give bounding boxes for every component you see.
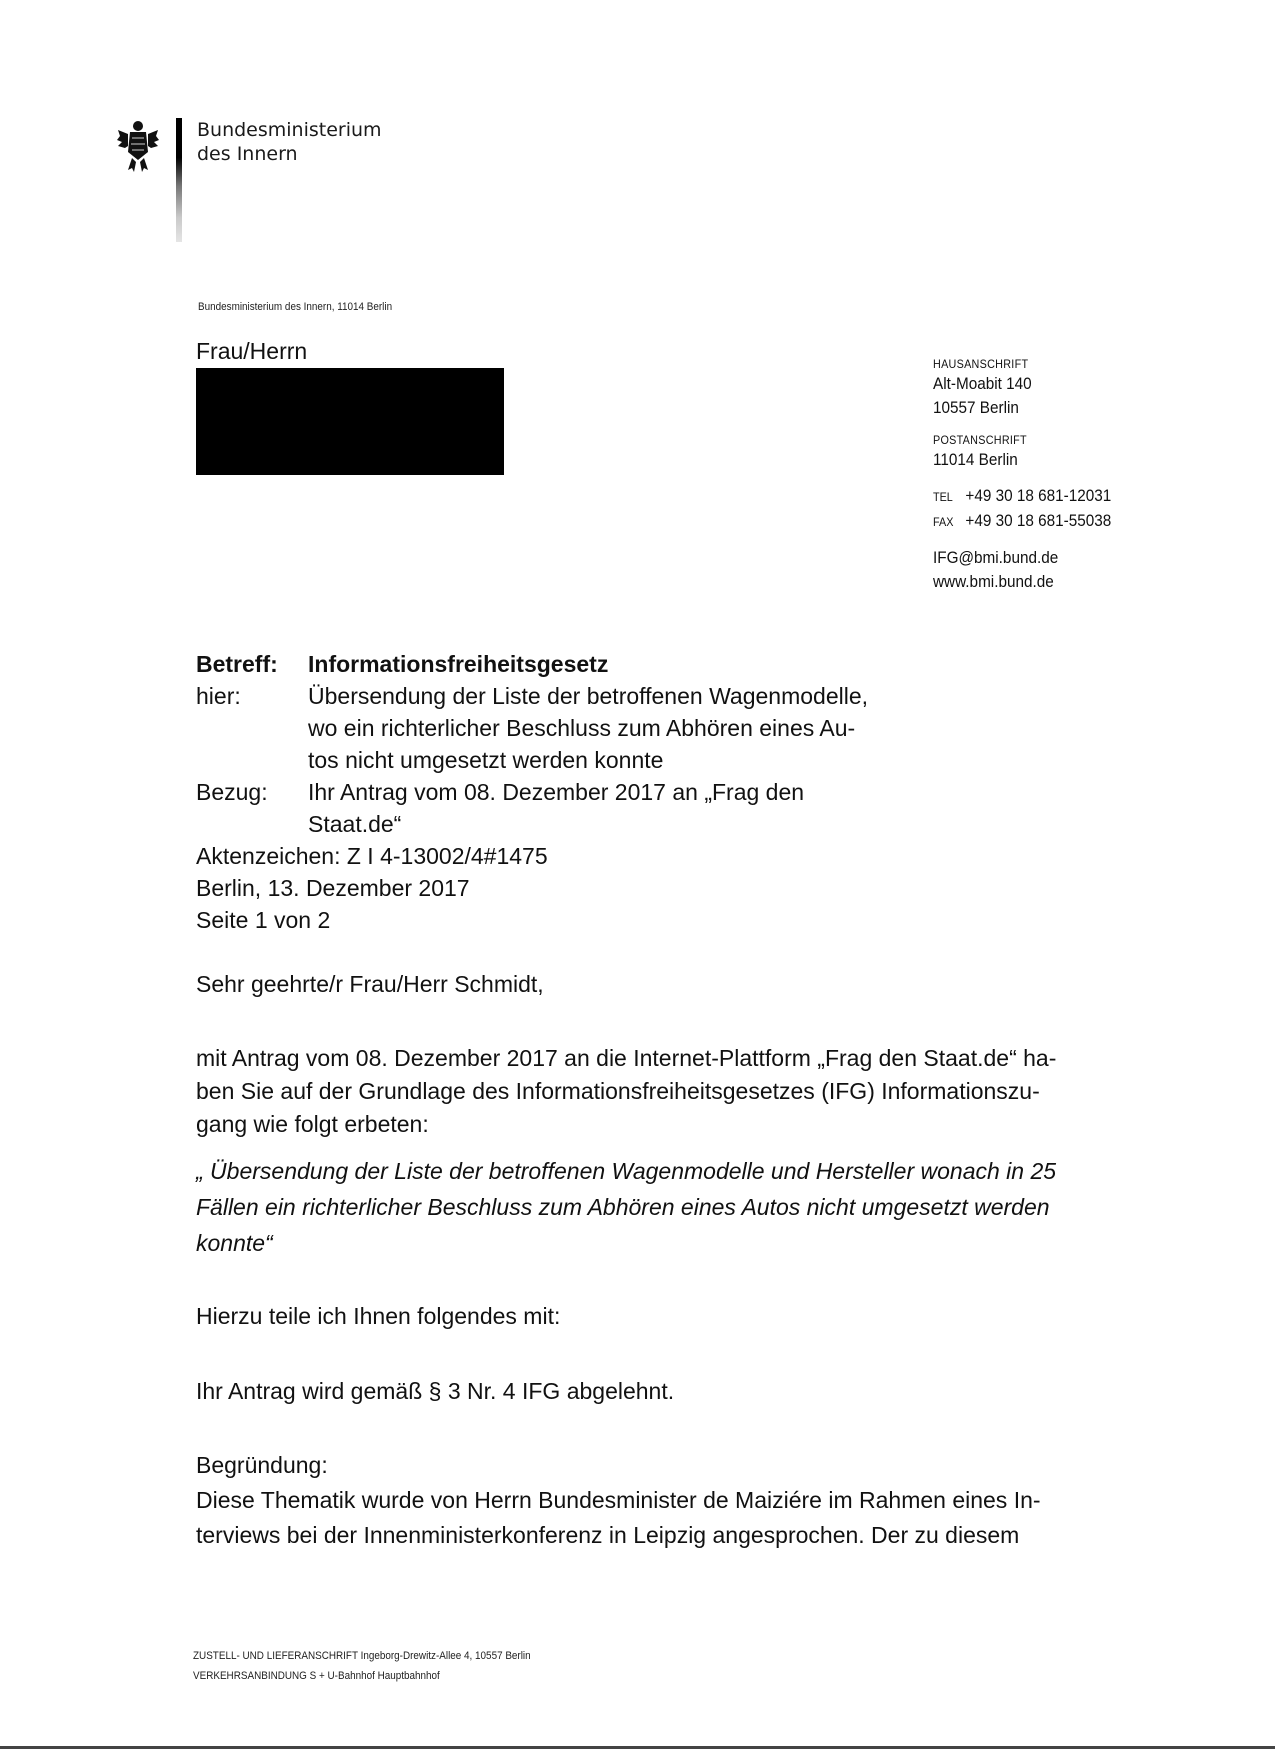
footer-delivery-row: [193, 1646, 531, 1666]
quote-line: „ Übersendung der Liste der betroffenen Wagenmodelle und Hersteller wonach in 25: [196, 1158, 1057, 1184]
letterhead-bar: [176, 118, 182, 242]
fax-value: +49 30 18 681-55038: [965, 511, 1112, 530]
page-number: Seite 1 von 2: [196, 907, 331, 933]
contact-info-block: [933, 356, 1203, 594]
quote-line: konnte“: [196, 1230, 273, 1256]
paragraph-line: gang wie folgt erbeten:: [196, 1111, 429, 1137]
paragraph-decision: Ihr Antrag wird gemäß § 3 Nr. 4 IFG abgelehnt.: [196, 1378, 675, 1404]
redacted-recipient-address: [196, 368, 504, 475]
hausanschrift-street: Alt-Moabit 140: [933, 374, 1032, 393]
paragraph-request: [196, 1042, 1111, 1141]
betreff-value: Informationsfreiheitsgesetz: [308, 651, 609, 677]
footer-transport-row: [193, 1666, 531, 1686]
hausanschrift-label: HAUSANSCHRIFT: [933, 357, 1029, 371]
ministry-name: [197, 118, 382, 166]
scan-edge-line: [0, 1746, 1275, 1749]
hier-line: Übersendung der Liste der betroffenen Wagenmodelle,: [308, 683, 869, 709]
paragraph-reason: [196, 1448, 1111, 1553]
ministry-line2: des Innern: [197, 143, 298, 165]
bezug-row: [196, 776, 948, 840]
postanschrift-label: POSTANSCHRIFT: [933, 433, 1027, 447]
tel-label: TEL: [933, 490, 953, 504]
tel-value: +49 30 18 681-12031: [965, 486, 1112, 505]
footer-transport-value: S + U-Bahnhof Hauptbahnhof: [309, 1670, 440, 1682]
footer-delivery-value: Ingeborg-Drewitz-Allee 4, 10557 Berlin: [360, 1650, 531, 1662]
letter-date: Berlin, 13. Dezember 2017: [196, 875, 470, 901]
request-quote: [196, 1153, 1111, 1261]
email-address: IFG@bmi.bund.de: [933, 548, 1059, 567]
betreff-row: [196, 648, 948, 680]
greeting: Sehr geehrte/r Frau/Herr Schmidt,: [196, 971, 544, 997]
recipient-heading: Frau/Herrn: [196, 338, 308, 364]
fax-label: FAX: [933, 515, 954, 529]
subject-block: [196, 648, 948, 936]
sender-return-address: Bundesministerium des Innern, 11014 Berlin: [198, 301, 393, 313]
footer-transport-label: VERKEHRSANBINDUNG: [193, 1670, 307, 1682]
footer-delivery-label: ZUSTELL- UND LIEFERANSCHRIFT: [193, 1650, 358, 1662]
federal-eagle-icon: [116, 118, 160, 174]
paragraph-line: ben Sie auf der Grundlage des Informationsfreiheitsgesetzes (IFG) Informationszu-: [196, 1078, 1040, 1104]
footer: [193, 1646, 531, 1686]
hier-row: [196, 680, 948, 776]
hier-line: tos nicht umgesetzt werden konnte: [308, 747, 664, 773]
paragraph-line: mit Antrag vom 08. Dezember 2017 an die Internet-Plattform „Frag den Staat.de“ ha-: [196, 1045, 1057, 1071]
quote-line: Fällen ein richterlicher Beschluss zum Abhören eines Autos nicht umgesetzt werden: [196, 1194, 1050, 1220]
website-address: www.bmi.bund.de: [933, 572, 1054, 591]
paragraph-line: terviews bei der Innenministerkonferenz in Leipzig angesprochen. Der zu diesem: [196, 1522, 1020, 1548]
paragraph-intro: Hierzu teile ich Ihnen folgendes mit:: [196, 1303, 561, 1329]
fax-row: [933, 509, 1203, 534]
bezug-line: Ihr Antrag vom 08. Dezember 2017 an „Frag den: [308, 779, 805, 805]
hier-line: wo ein richterlicher Beschluss zum Abhören eines Au-: [308, 715, 856, 741]
aktenzeichen: Aktenzeichen: Z I 4-13002/4#1475: [196, 843, 548, 869]
bezug-label: Bezug:: [196, 779, 268, 805]
tel-row: [933, 484, 1203, 509]
bezug-line: Staat.de“: [308, 811, 402, 837]
postanschrift-city: 11014 Berlin: [933, 450, 1018, 469]
reason-label: Begründung:: [196, 1452, 328, 1478]
betreff-label: Betreff:: [196, 651, 278, 677]
hausanschrift-city: 10557 Berlin: [933, 398, 1019, 417]
hier-label: hier:: [196, 683, 241, 709]
ministry-line1: Bundesministerium: [197, 119, 382, 141]
paragraph-line: Diese Thematik wurde von Herrn Bundesminister de Maiziére im Rahmen eines In-: [196, 1487, 1041, 1513]
